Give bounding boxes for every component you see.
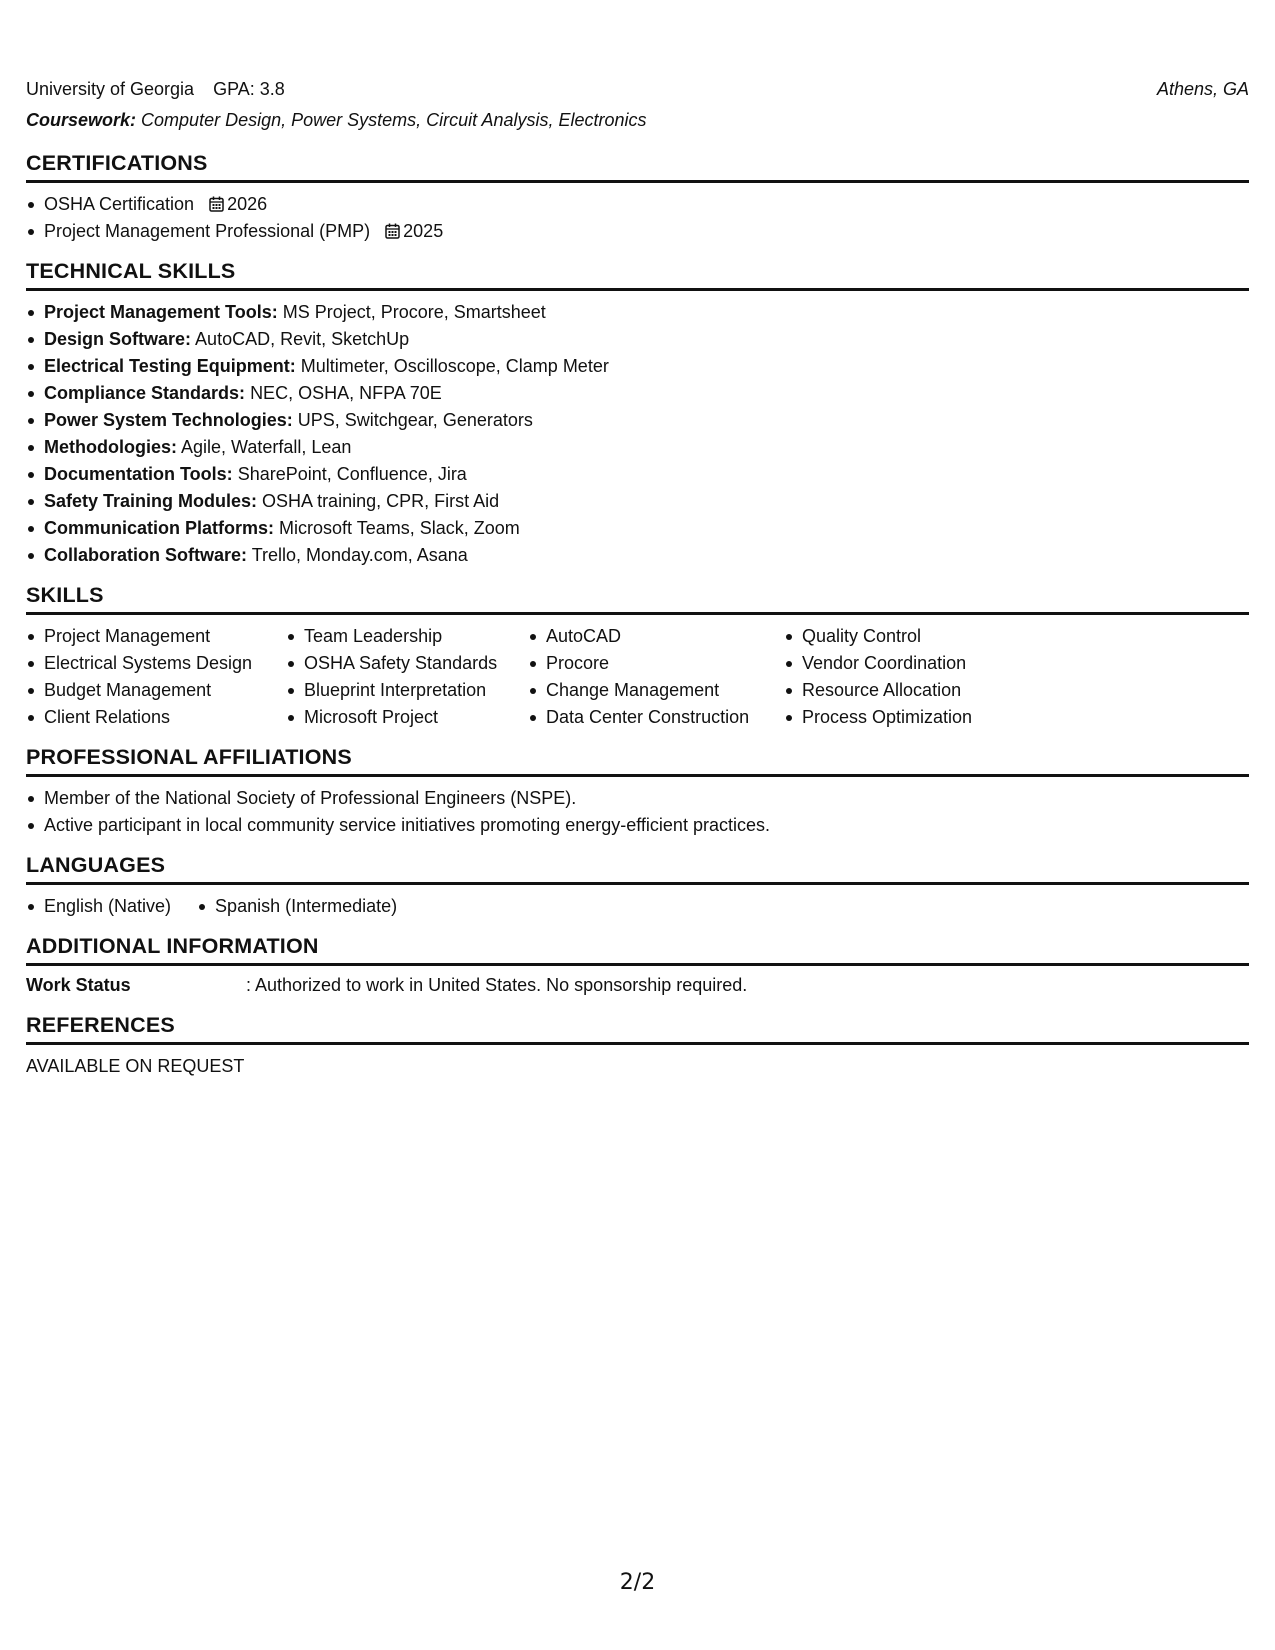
list-item: Spanish (Intermediate)	[197, 893, 397, 920]
cert-year: 2026	[227, 194, 268, 215]
cert-date	[385, 221, 443, 241]
list-item: OSHA Safety Standards	[286, 650, 528, 677]
list-item	[26, 326, 1249, 353]
education-left	[26, 76, 299, 103]
list-item: Process Optimization	[784, 704, 1044, 731]
cert-date	[209, 194, 267, 214]
skill-label: Communication Platforms:	[44, 518, 275, 539]
coursework-list: Computer Design, Power Systems, Circuit Analysis, Electronics	[141, 110, 647, 130]
work-status-label: Work Status	[26, 975, 131, 996]
skill-value: SharePoint, Confluence, Jira	[237, 464, 467, 485]
skill-label: Electrical Testing Equipment:	[44, 356, 296, 377]
list-item	[26, 461, 1249, 488]
skills-column	[286, 623, 528, 731]
skills-grid	[26, 623, 1249, 731]
list-item	[26, 218, 1249, 245]
list-item: Vendor Coordination	[784, 650, 1044, 677]
list-item: Project Management	[26, 623, 286, 650]
list-item: Microsoft Project	[286, 704, 528, 731]
skill-value: MS Project, Procore, Smartsheet	[282, 302, 546, 323]
skill-value: Agile, Waterfall, Lean	[181, 437, 352, 458]
section-title: SKILLS	[26, 581, 1249, 615]
education-row	[26, 76, 1249, 107]
work-status-value: : Authorized to work in United States. No sponsorship required.	[246, 975, 748, 996]
list-item: Client Relations	[26, 704, 286, 731]
list-item	[26, 380, 1249, 407]
skill-value: AutoCAD, Revit, SketchUp	[195, 329, 410, 350]
resume-page	[26, 76, 1249, 1080]
list-item: Resource Allocation	[784, 677, 1044, 704]
list-item	[26, 542, 1249, 569]
calendar-icon	[209, 193, 224, 220]
skill-label: Safety Training Modules:	[44, 491, 258, 512]
list-item	[26, 407, 1249, 434]
section-title: PROFESSIONAL AFFILIATIONS	[26, 743, 1249, 777]
skill-label: Documentation Tools:	[44, 464, 233, 485]
references-text: AVAILABLE ON REQUEST	[26, 1056, 245, 1077]
certifications-section	[26, 149, 1249, 245]
section-title: CERTIFICATIONS	[26, 149, 1249, 183]
coursework-label: Coursework:	[26, 110, 137, 130]
list-item: Budget Management	[26, 677, 286, 704]
skills-column	[528, 623, 784, 731]
school-name: University of Georgia	[26, 79, 195, 99]
list-item: Change Management	[528, 677, 784, 704]
list-item	[26, 434, 1249, 461]
skill-value: Trello, Monday.com, Asana	[251, 545, 468, 566]
list-item	[26, 488, 1249, 515]
skill-value: OSHA training, CPR, First Aid	[262, 491, 500, 512]
skill-label: Design Software:	[44, 329, 192, 350]
list-item: Electrical Systems Design	[26, 650, 286, 677]
page-number: 2/2	[619, 1570, 656, 1595]
list-item: English (Native)	[26, 893, 171, 920]
skill-value: Microsoft Teams, Slack, Zoom	[279, 518, 520, 539]
education-location: Athens, GA	[1156, 79, 1249, 99]
gpa: GPA: 3.8	[213, 79, 285, 99]
languages-list	[26, 893, 1249, 920]
list-item	[26, 191, 1249, 218]
affiliations-list	[26, 785, 1249, 839]
skill-label: Collaboration Software:	[44, 545, 248, 566]
section-title: LANGUAGES	[26, 851, 1249, 885]
skills-column	[26, 623, 286, 731]
section-title: TECHNICAL SKILLS	[26, 257, 1249, 291]
section-title: ADDITIONAL INFORMATION	[26, 932, 1249, 966]
coursework-row	[26, 107, 1249, 137]
technical-skills-section	[26, 257, 1249, 569]
list-item: Member of the National Society of Professional Engineers (NSPE).	[26, 785, 1249, 812]
skills-section	[26, 581, 1249, 731]
list-item	[26, 299, 1249, 326]
skills-column	[784, 623, 1044, 731]
list-item: Active participant in local community service initiatives promoting energy-efficient practices.	[26, 812, 1249, 839]
skill-label: Power System Technologies:	[44, 410, 293, 431]
work-status-row	[26, 972, 1249, 999]
list-item	[26, 353, 1249, 380]
affiliations-section	[26, 743, 1249, 839]
list-item: Blueprint Interpretation	[286, 677, 528, 704]
list-item: Data Center Construction	[528, 704, 784, 731]
certifications-list	[26, 191, 1249, 245]
cert-name: Project Management Professional (PMP)	[44, 221, 371, 242]
skill-label: Project Management Tools:	[44, 302, 278, 323]
skill-label: Methodologies:	[44, 437, 177, 458]
cert-name: OSHA Certification	[44, 194, 195, 215]
additional-info-section	[26, 932, 1249, 999]
list-item: AutoCAD	[528, 623, 784, 650]
section-title: REFERENCES	[26, 1011, 1249, 1045]
languages-section	[26, 851, 1249, 920]
references-section	[26, 1011, 1249, 1080]
list-item: Team Leadership	[286, 623, 528, 650]
technical-skills-list	[26, 299, 1249, 569]
calendar-icon	[385, 220, 400, 247]
list-item: Quality Control	[784, 623, 1044, 650]
skill-value: UPS, Switchgear, Generators	[297, 410, 533, 431]
cert-year: 2025	[403, 221, 444, 242]
skill-value: Multimeter, Oscilloscope, Clamp Meter	[300, 356, 609, 377]
list-item: Procore	[528, 650, 784, 677]
list-item	[26, 515, 1249, 542]
skill-label: Compliance Standards:	[44, 383, 246, 404]
skill-value: NEC, OSHA, NFPA 70E	[250, 383, 442, 404]
